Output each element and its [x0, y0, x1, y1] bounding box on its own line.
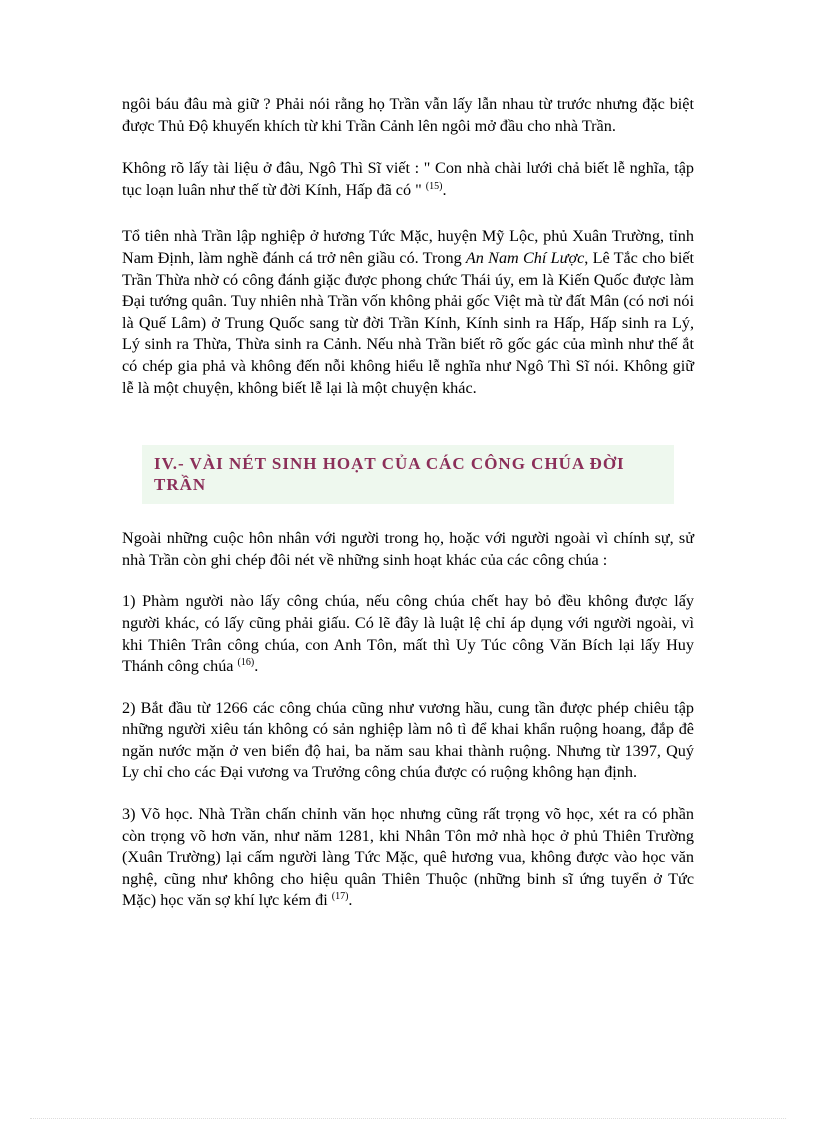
paragraph-2 — [122, 158, 694, 201]
paragraph-3-text-after: , Lê Tắc cho biết Trần Thừa nhờ có công đánh giặc được phong chức Thái úy, em là Kiến Quốc được làm Đại tướng quân. Tuy nhiên nhà Trần vốn không phải gốc Việt mà từ đất Mân (có nơi nói là Quế Lâm) ở Trung Quốc sang từ đời Trần Kính, Kính sinh ra Hấp, Hấp sinh ra Lý, Lý sinh ra Thừa, Thừa sinh ra Cảnh. Nếu nhà Trần biết rõ gốc gác của mình như thế ắt có chép gia phả và không đến nỗi không hiểu lễ nghĩa như Ngô Thì Sĩ nói. Không giữ lễ là một chuyện, không biết lễ lại là một chuyện khác. — [122, 248, 695, 397]
list-item-1-text: 1) Phàm người nào lấy công chúa, nếu công chúa chết hay bỏ đều không được lấy người khác, có lấy cũng phải giấu. Có lẽ đây là luật lệ chỉ áp dụng với người ngoài, vì khi Thiên Trân công chúa, con Anh Tôn, mất thì Uy Túc công Văn Bích lại lấy Huy Thánh công chúa — [122, 592, 694, 676]
section-heading: IV.- VÀI NÉT SINH HOẠT CỦA CÁC CÔNG CHÚA ĐỜI TRẦN — [154, 454, 625, 495]
section-intro-paragraph: Ngoài những cuộc hôn nhân với người trong họ, hoặc với người ngoài vì chính sự, sử nhà Trần còn ghi chép đôi nét về những sinh hoạt khác của các công chúa : — [122, 529, 694, 569]
document-page — [122, 94, 694, 912]
paragraph-1: ngôi báu đâu mà giữ ? Phải nói rằng họ Trần vẫn lấy lẫn nhau từ trước nhưng đặc biệt được Thủ Độ khuyến khích từ khi Trần Cảnh lên ngôi mở đầu cho nhà Trần. — [122, 95, 694, 135]
footnote-ref-15: (15) — [425, 180, 443, 192]
paragraph-3 — [122, 226, 694, 399]
list-item-1 — [122, 591, 694, 677]
section-heading-box — [142, 445, 674, 504]
page-bottom-divider — [30, 1118, 786, 1119]
list-item-3-text: 3) Võ học. Nhà Trần chấn chỉnh văn học nhưng cũng rất trọng võ học, xét ra có phần còn trọng võ hơn văn, như năm 1281, khi Nhân Tôn mở nhà học ở phủ Thiên Trường (Xuân Trường) lại cấm người làng Tức Mặc, quê hương vua, không được vào học văn nghệ, cũng như không cho hiệu quân Thiên Thuộc (những binh sĩ ứng tuyển ở Tức Mặc) học văn sợ khí lực kém đi — [122, 805, 694, 910]
list-item-1-tail: . — [254, 657, 259, 676]
footnote-ref-17: (17) — [331, 891, 349, 903]
footnote-ref-16: (16) — [237, 657, 255, 669]
list-item-3 — [122, 804, 694, 912]
paragraph-2-text: Không rõ lấy tài liệu ở đâu, Ngô Thì Sĩ viết : " Con nhà chài lưới chả biết lễ nghĩa, tập tục loạn luân như thế từ đời Kính, Hấp đã có " — [122, 159, 694, 199]
paragraph-3-text-before: Tổ tiên nhà Trần lập nghiệp ở hương Tức Mặc, huyện Mỹ Lộc, phủ Xuân Trường, tỉnh Nam Định, làm nghề đánh cá trở nên giầu có. Trong — [122, 227, 694, 267]
list-item-3-tail: . — [348, 891, 353, 910]
list-item-2: 2) Bắt đầu từ 1266 các công chúa cũng như vương hầu, cung tần được phép chiêu tập những người xiêu tán không có sản nghiệp làm nô tì để khai khẩn ruộng hoang, đắp đê ngăn nước mặn ở ven biển độ hai, ba năm sau khai thành ruộng. Nhưng từ 1397, Quý Ly chỉ cho các Đại vương va Trưởng công chúa được có ruộng không hạn định. — [122, 698, 694, 782]
paragraph-2-tail: . — [442, 180, 447, 199]
book-title: An Nam Chí Lược — [465, 248, 585, 267]
